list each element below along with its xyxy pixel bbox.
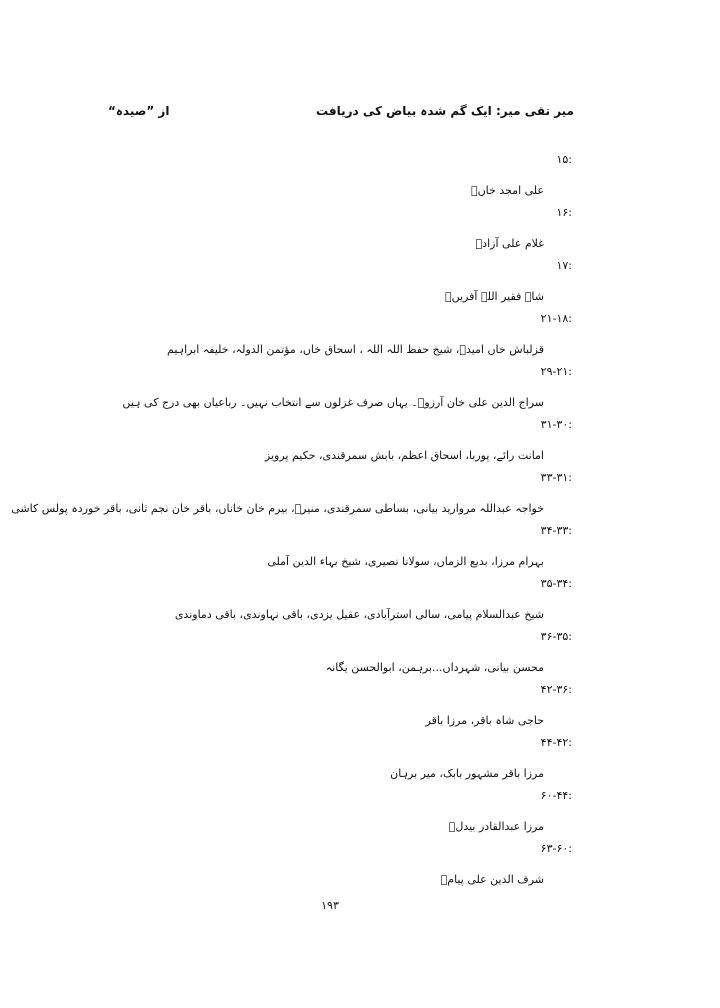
entry-text: مرزا باقر مشہور بابک، میر برہان <box>390 767 544 780</box>
entry-number: :۳۴-۳۳ <box>540 524 572 537</box>
entry-number: :۱۶ <box>556 206 572 219</box>
entry-number: :۶۰-۴۴ <box>540 789 572 802</box>
entry <box>102 524 572 570</box>
entry-number: :۲۹-۲۱ <box>540 365 572 378</box>
entry-text: سراج الدین علی خان آرزوؔ۔ یہاں صرف غزلوں سے انتخاب نہیں۔ رباعیاں بھی درج کی ہیں <box>122 396 544 409</box>
entry-text: شرف الدین علی پیامؔ <box>440 873 544 886</box>
entry-text: حاجی شاہ باقر، مرزا باقر <box>425 714 544 727</box>
entry-text: مرزا عبدالقادر بیدلؔ <box>448 820 544 833</box>
entry <box>102 312 572 358</box>
entry-text: شیخ عبدالسلام پیامی، سالی استرآبادی، عقیل یزدی، باقی نہاوندی، باقی دماوندی <box>174 608 544 621</box>
entry <box>102 789 572 835</box>
entry-number: :۴۲-۳۶ <box>540 683 572 696</box>
entry <box>102 630 572 676</box>
entry-number: :۱۷ <box>556 259 572 272</box>
entry <box>102 736 572 782</box>
entry <box>102 365 572 411</box>
page-header-title: میر تقی میر: ایک گم شدہ بیاض کی دریافت <box>316 104 574 118</box>
entry-text: محسن بیانی، شہرداں...برہمن، ابوالحسن یگانہ <box>325 661 544 674</box>
entry <box>102 153 572 199</box>
entry <box>102 418 572 464</box>
entry-number: :۶۳-۶۰ <box>540 842 572 855</box>
entry-text: قزلباش خاں امیدؔ، شیخ حفظ اللہ اللہ‌ ، اسحاق خاں، مؤتمن الدولہ، خلیفہ ابراہیم <box>167 343 544 356</box>
entry <box>102 259 572 305</box>
entry-number: :۳۶-۳۵ <box>540 630 572 643</box>
entry-text: شاہ فقیر اللہ آفریںؔ <box>445 290 544 303</box>
entry-number: :۱۵ <box>556 153 572 166</box>
entry-number: :۳۳-۳۱ <box>540 471 572 484</box>
page-header-source: از ”صیدہ“ <box>108 104 170 118</box>
entry <box>102 577 572 623</box>
page-number: ۱۹۳ <box>321 899 339 912</box>
entry <box>11 471 572 517</box>
entry-text: غلام علی آزادؔ <box>475 237 544 250</box>
entry-number: :۳۵-۳۴ <box>540 577 572 590</box>
entry-text: علی امجد خاںؔ <box>470 184 544 197</box>
entry <box>102 842 572 888</box>
entry-text: امانت رائے، پوربا، اسحاق اعظم، بابش سمرقندی، حکیم پرویز <box>264 449 544 462</box>
entry-number: :۴۴-۴۲ <box>540 736 572 749</box>
entry-text: خواجہ عبداللہ مروارید بیانی، بساطی سمرقندی، منیرؔ، بیرم خان خاناں، باقر خان نجم ثانی، باقر خوردہ پولس کاشی <box>11 502 544 515</box>
entry-text: بہرام مرزا، بدیع الزماں، سولانا نصیری، شیخ بہاء الدین آملی <box>267 555 544 568</box>
entry-number: :۲۱-۱۸ <box>540 312 572 325</box>
entry-number: :۳۱-۳۰ <box>540 418 572 431</box>
entry <box>102 206 572 252</box>
entry <box>102 683 572 729</box>
